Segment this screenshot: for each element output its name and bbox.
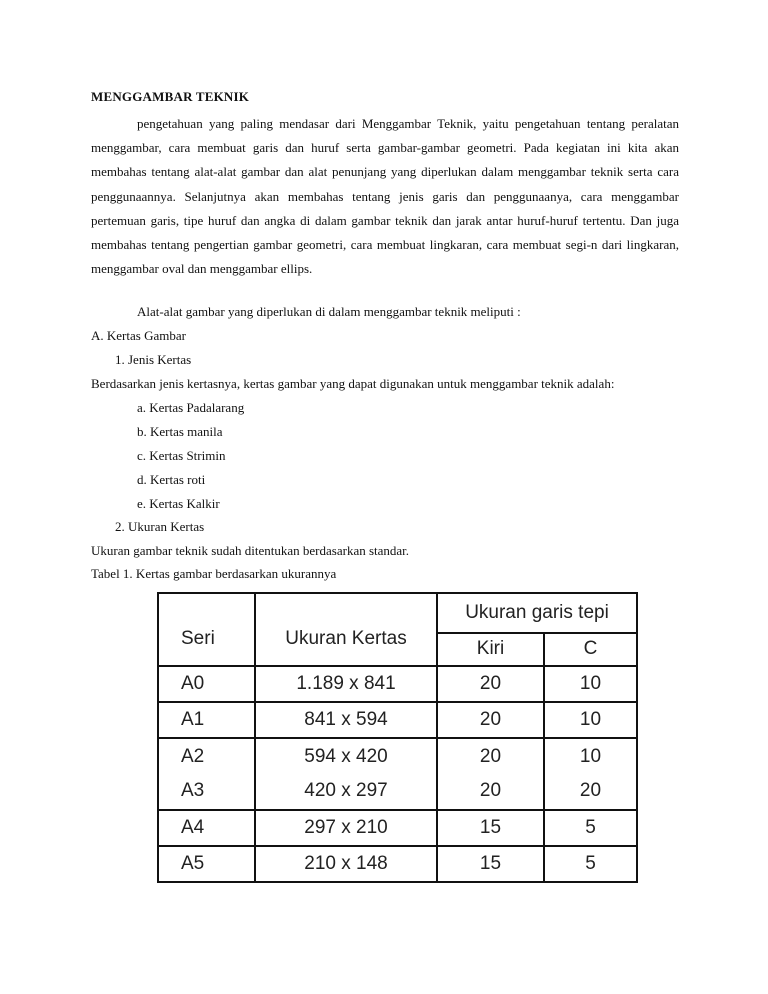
table-row [158,810,637,846]
cell-ukuran: 841 x 594 [255,702,437,738]
cell-ukuran: 210 x 148 [255,846,437,882]
cell-seri: A0 [158,666,255,702]
cell-kiri-a3: 20 [479,780,502,801]
section-a-heading: A. Kertas Gambar [91,328,186,343]
cell-seri-a3: A3 [181,780,205,801]
ukuran-kertas-description: Ukuran gambar teknik sudah ditentukan berdasarkan standar. [91,543,410,558]
table-row [158,846,637,882]
header-seri: Seri [158,593,255,666]
header-ukuran-kertas: Ukuran Kertas [255,593,437,666]
intro-paragraph [91,112,679,281]
cell-kiri: 20 [437,702,544,738]
cell-ukuran [255,738,437,810]
cell-c-a2: 10 [579,746,602,767]
alat-intro: Alat-alat gambar yang diperlukan di dalam menggambar teknik meliputi : [137,304,521,319]
intro-text: pengetahuan yang paling mendasar dari Menggambar Teknik, yaitu pengetahuan tentang peralatan menggambar, cara membuat garis dan huruf serta gambar-gambar geometri. Pada kegiatan ini kita akan membahas tentang alat-alat gambar dan alat penunjang yang diperlukan dalam menggambar teknik serta cara penggunaannya. Selanjutnya akan membahas tentang jenis garis dan penggunaanya, cara menggambar pertemuan garis, tipe huruf dan angka di dalam gambar teknik dan jarak antar huruf-huruf tertentu. Dan juga membahas tentang pengertian gambar geometri, cara membuat lingkaran, cara membuat segi-n dari lingkaran, menggambar oval dan menggambar ellips. [91,116,679,277]
cell-seri: A4 [158,810,255,846]
table-header-row [158,593,637,633]
cell-seri: A5 [158,846,255,882]
cell-c-a3: 20 [579,780,602,801]
cell-ukuran-a3: 420 x 297 [304,780,388,801]
cell-kiri: 15 [437,810,544,846]
list-item: b. Kertas manila [137,424,223,439]
table-row [158,702,637,738]
cell-c [544,738,637,810]
subheading-ukuran-kertas: 2. Ukuran Kertas [115,519,205,534]
list-item: e. Kertas Kalkir [137,496,220,511]
table-row [158,666,637,702]
cell-kiri: 15 [437,846,544,882]
cell-kiri: 20 [437,666,544,702]
cell-c: 5 [544,810,637,846]
cell-c: 10 [544,702,637,738]
document-title: MENGGAMBAR TEKNIK [91,89,250,104]
paper-size-table [157,592,638,883]
table-caption: Tabel 1. Kertas gambar berdasarkan ukurannya [91,566,337,581]
cell-c: 5 [544,846,637,882]
header-kiri: Kiri [437,633,544,666]
header-ukuran-garis-tepi: Ukuran garis tepi [437,593,637,633]
cell-ukuran-a2: 594 x 420 [304,746,388,767]
jenis-kertas-description: Berdasarkan jenis kertasnya, kertas gambar yang dapat digunakan untuk menggambar teknik adalah: [91,376,615,391]
list-item: a. Kertas Padalarang [137,400,245,415]
cell-c: 10 [544,666,637,702]
list-item: d. Kertas roti [137,472,206,487]
cell-kiri-a2: 20 [479,746,502,767]
list-item: c. Kertas Strimin [137,448,226,463]
cell-ukuran: 297 x 210 [255,810,437,846]
cell-seri-a2: A2 [181,746,205,767]
cell-ukuran: 1.189 x 841 [255,666,437,702]
cell-seri: A1 [158,702,255,738]
header-c: C [544,633,637,666]
cell-kiri [437,738,544,810]
table-row [158,738,637,810]
cell-seri [158,738,255,810]
subheading-jenis-kertas: 1. Jenis Kertas [115,352,192,367]
